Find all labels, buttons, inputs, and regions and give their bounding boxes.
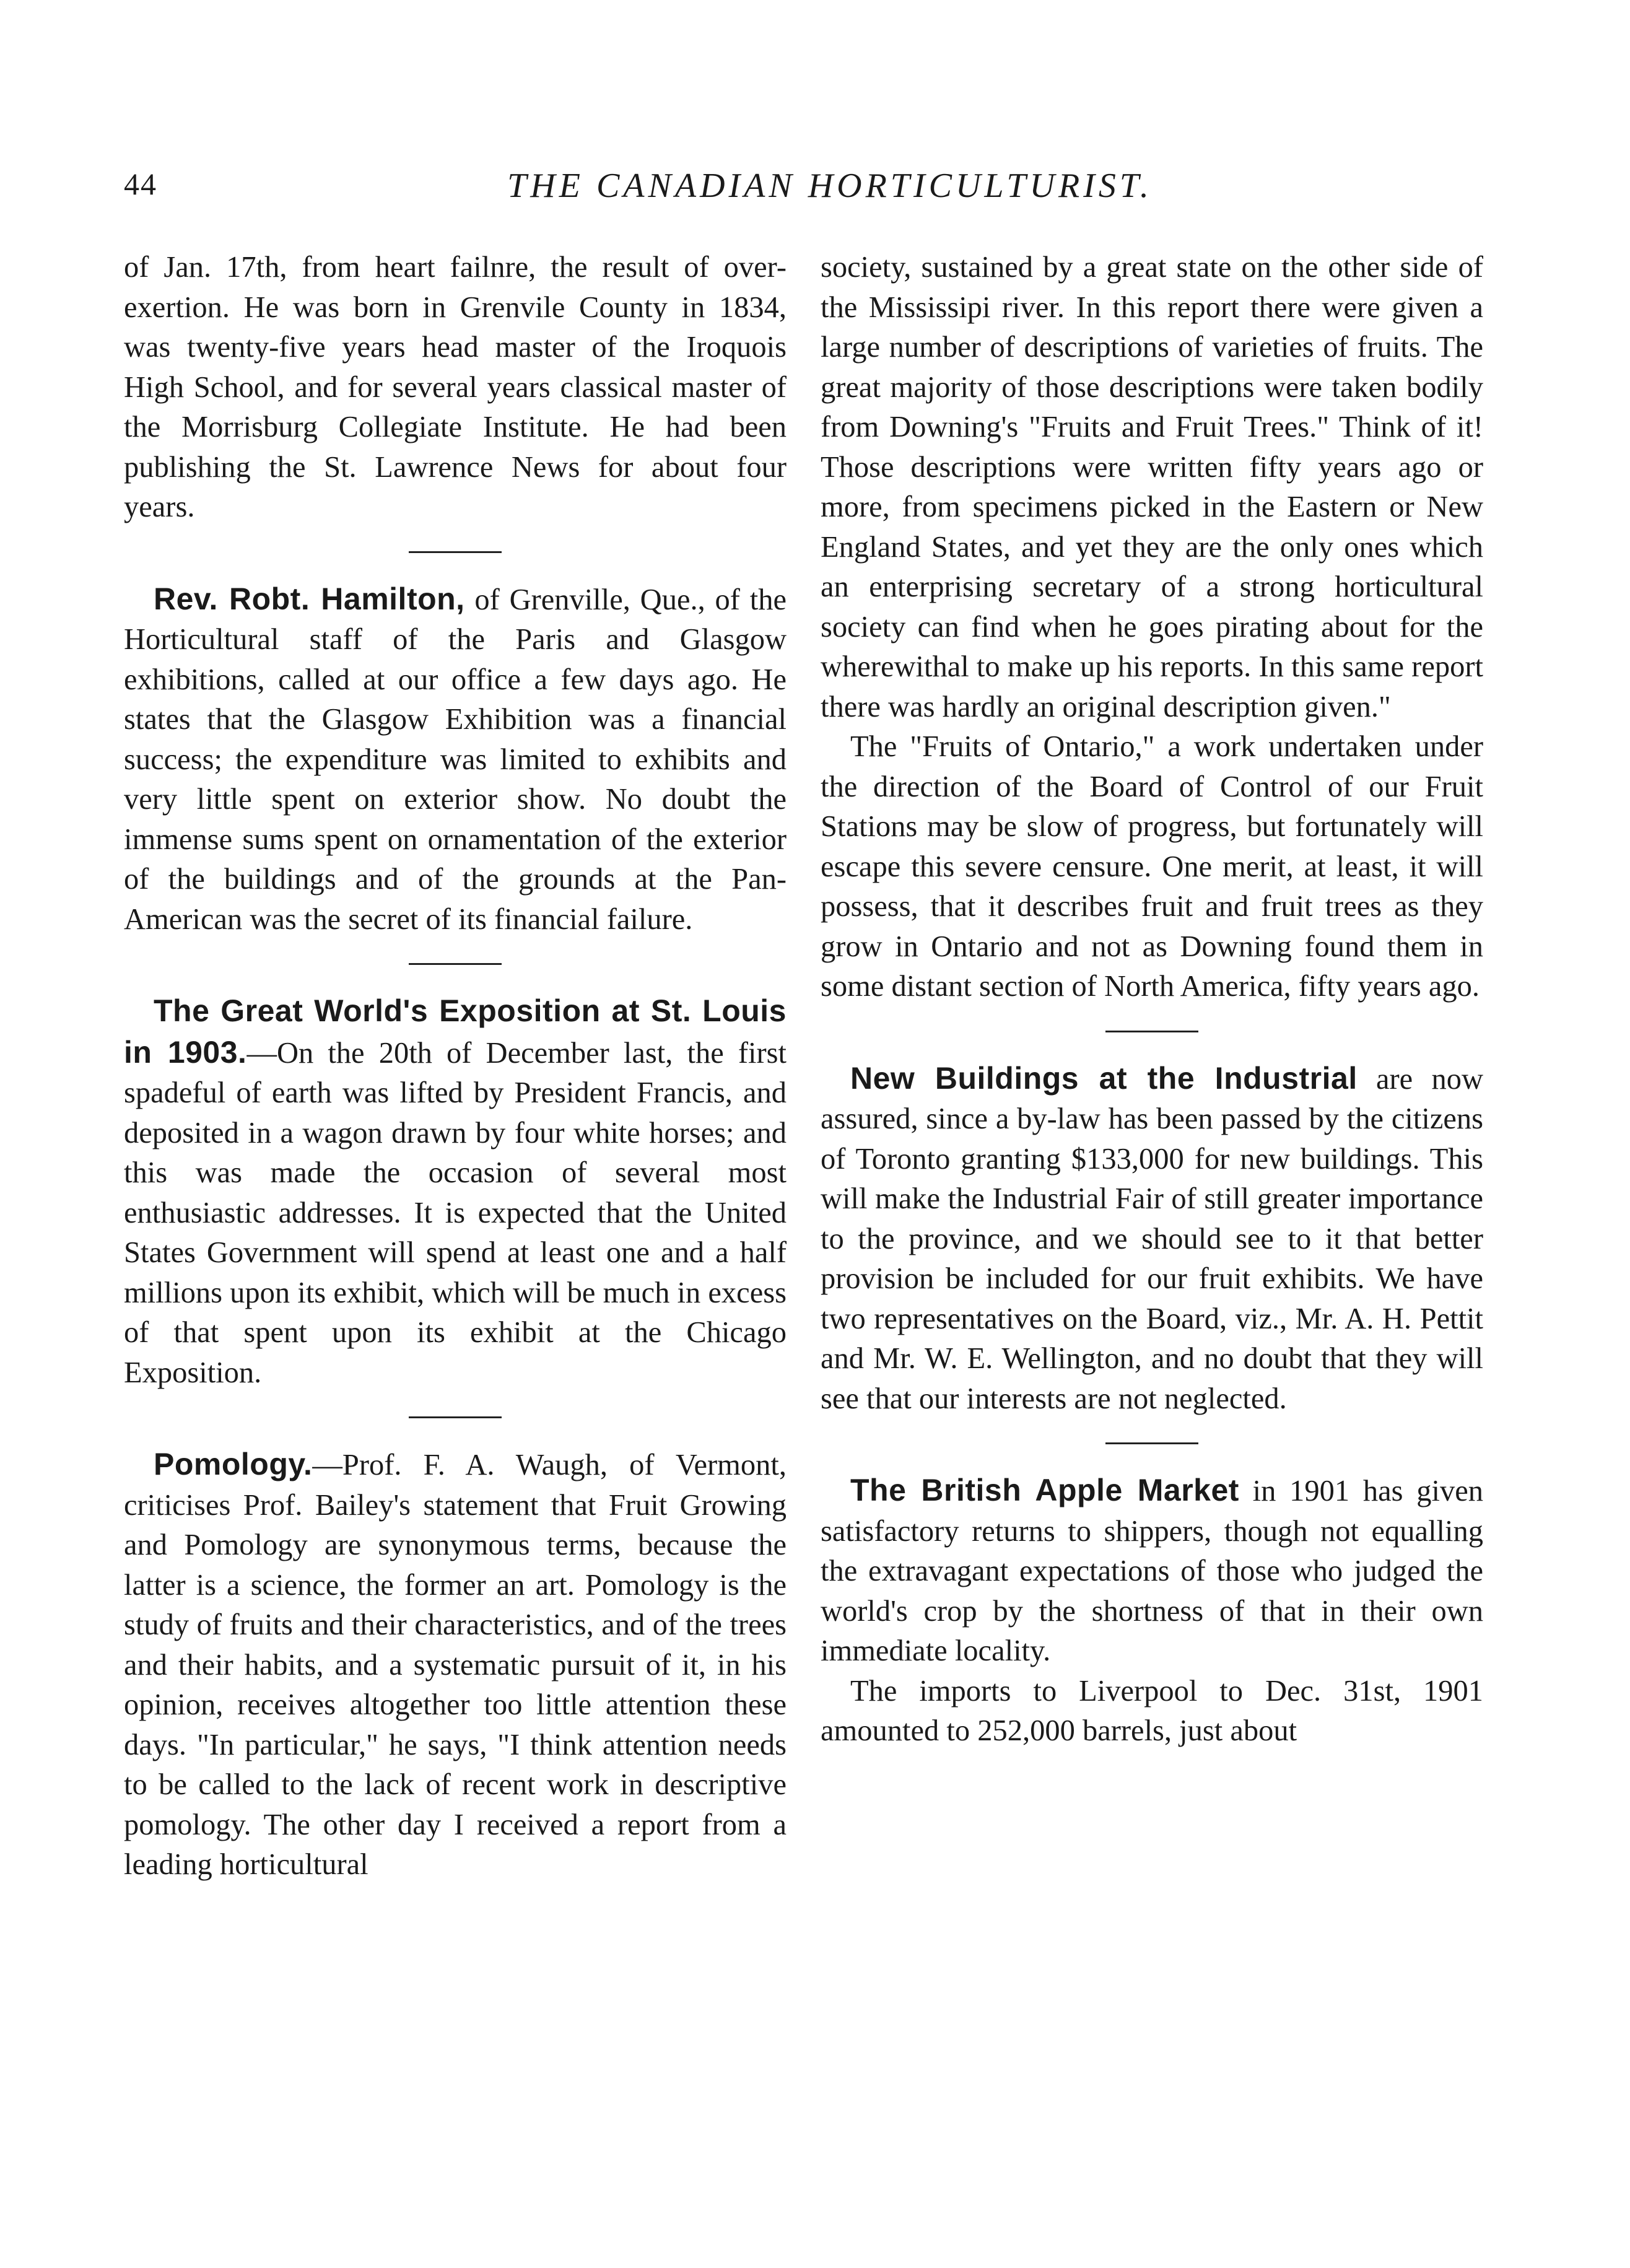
section-divider (409, 963, 502, 965)
pomology-continued-paragraph: society, sustained by a great state on the other side of the Mississipi river. In this report there were given a large number of descriptions of varieties of fruits. The great majority of those descriptions were taken bodily from Downing's "Fruits and Fruit Trees." Think of it! Those descriptions were written fifty years ago or more, from specimens picked in the Eastern or New England States, and yet they are the only ones which an enterprising secretary of a strong horticultural society can find when he goes pirating about for the wherewithal to make up his reports. In this same report there was hardly an original description given." (821, 251, 1483, 723)
hamilton-body: of Grenville, Que., of the Horticultural staff of the Paris and Glasgow exhibitions, called at our office a few days ago. He states that the Glasgow Exhibition was a financial success; the expenditure was limited to exhibits and very little spent on exterior show. No doubt the immense sums spent on ornamentation of the exterior of the buildings and of the grounds at the Pan-American was the secret of its financial failure. (124, 583, 787, 936)
right-column (821, 248, 1483, 1751)
hamilton-paragraph (124, 579, 787, 940)
page-number: 44 (124, 167, 157, 201)
pomology-body: —Prof. F. A. Waugh, of Vermont, criticises Prof. Bailey's statement that Fruit Growing and Pomology are synonymous terms, because the latter is a science, the former an art. Pomology is the study of fruits and their characteristics, and of the trees and their habits, and a systematic pursuit of it, in his opinion, receives altogether too little attention these days. "In particular," he says, "I think attention needs to be called to the lack of recent work in descriptive pomology. The other day I received a report from a leading horticultural (124, 1449, 787, 1881)
st-louis-heading: The Great World's Exposition at St. Louis in 1903. (124, 993, 787, 1070)
apple-market-paragraph (821, 1470, 1483, 1672)
imports-paragraph: The imports to Liverpool to Dec. 31st, 1901 amounted to 252,000 barrels, just about (821, 1674, 1483, 1747)
page-header (124, 166, 1455, 216)
section-divider (1105, 1442, 1198, 1444)
apple-market-body: in 1901 has given satisfactory returns to shippers, though not equalling the extravagant expectations of those who judged the world's crop by the shortness of that in their own immediate locality. (821, 1475, 1483, 1667)
new-buildings-paragraph (821, 1058, 1483, 1420)
obituary-paragraph: of Jan. 17th, from heart failnre, the result of over-exertion. He was born in Grenvile County in 1834, was twenty-five years head master of the Iroquois High School, and for several years classical master of the Morrisburg Collegiate Institute. He had been publishing the St. Lawrence News for about four years. (124, 251, 787, 523)
pomology-paragraph (124, 1444, 787, 1885)
apple-market-heading: The British Apple Market (850, 1473, 1239, 1507)
fruits-of-ontario-paragraph: The "Fruits of Ontario," a work undertaken under the direction of the Board of Control of our Fruit Stations may be slow of progress, but fortunately will escape this severe censure. One merit, at least, it will possess, that it describes fruit and fruit trees as they grow in Ontario and not as Downing found them in some distant section of North America, fifty years ago. (821, 730, 1483, 1003)
hamilton-heading: Rev. Robt. Hamilton, (154, 581, 465, 616)
new-buildings-heading: New Buildings at the Industrial (850, 1060, 1358, 1096)
st-louis-body: —On the 20th of December last, the first spadeful of earth was lifted by President Francis, and deposited in a wagon drawn by four white horses; and this was made the occasion of several most enthusiastic addresses. It is expected that the United States Government will spend at least one and a half millions upon its exhibit, which will be much in excess of that spent upon its exhibit at the Chicago Exposition. (124, 1036, 787, 1389)
new-buildings-body: are now assured, since a by-law has been passed by the citizens of Toronto granting $133,000 for new buildings. This will make the Industrial Fair of still greater importance to the province, and we should see to it that better provision be included for our fruit exhibits. We have two representatives on the Board, viz., Mr. A. H. Pettit and Mr. W. E. Wellington, and no doubt that they will see that our interests are not neglected. (821, 1062, 1483, 1415)
section-divider (409, 1416, 502, 1418)
st-louis-paragraph (124, 991, 787, 1393)
left-column (124, 248, 787, 1885)
section-divider (409, 551, 502, 553)
section-divider (1105, 1031, 1198, 1032)
running-title: THE CANADIAN HORTICULTURIST. (507, 167, 1153, 205)
pomology-heading: Pomology. (154, 1447, 313, 1481)
